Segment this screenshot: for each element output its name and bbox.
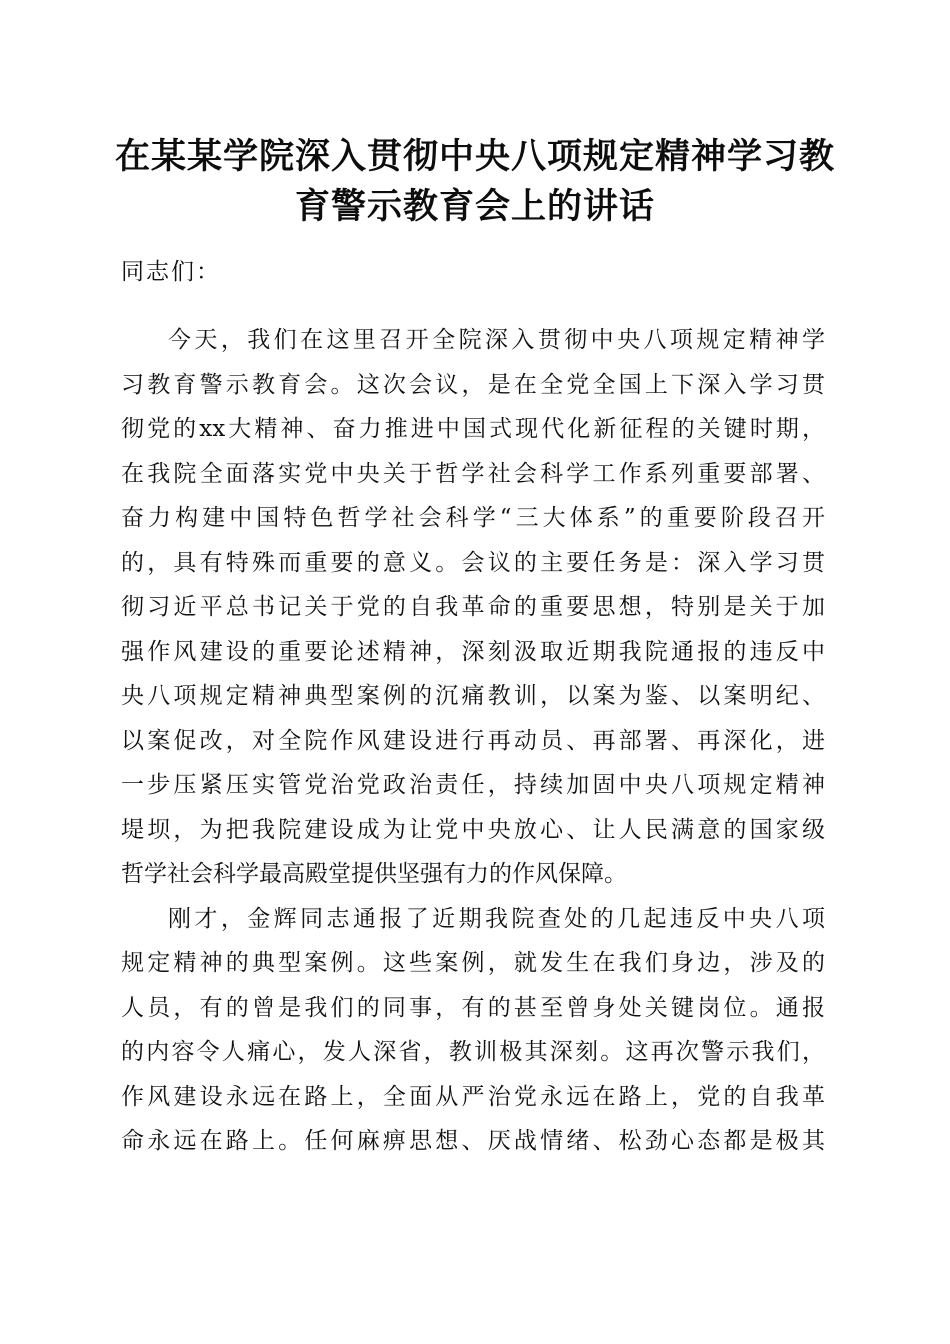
text-line: 彻习近平总书记关于党的自我革命的重要思想，特别是关于加 xyxy=(121,594,825,620)
text-line: 今天，我们在这里召开全院深入贯彻中央八项规定精神学 xyxy=(168,327,825,353)
text-line: 的，具有特殊而重要的意义。会议的主要任务是：深入学习贯 xyxy=(121,549,825,576)
text-line: 在我院全面落实党中央关于哲学社会科学工作系列重要部署、 xyxy=(121,460,825,487)
text-line: 作风建设永远在路上，全面从严治党永远在路上，党的自我革 xyxy=(121,1083,825,1110)
paragraph-1 xyxy=(121,318,831,897)
title-line-2: 育警示教育会上的讲话 xyxy=(294,186,655,227)
text-line: 人员，有的曾是我们的同事，有的甚至曾身处关键岗位。通报 xyxy=(121,994,825,1021)
text-line: 刚才，金辉同志通报了近期我院查处的几起违反中央八项 xyxy=(168,905,825,932)
text-line: 彻党的xx大精神、奋力推进中国式现代化新征程的关键时期， xyxy=(121,416,825,442)
text-line: 奋力构建中国特色哲学社会科学“三大体系”的重要阶段召开 xyxy=(121,505,825,531)
text-line: 命永远在路上。任何麻痹思想、厌战情绪、松劲心态都是极其 xyxy=(121,1128,825,1154)
text-line: 哲学社会科学最高殿堂提供坚强有力的作风保障。 xyxy=(121,861,627,887)
document-title xyxy=(112,132,838,232)
text-line: 以案促改，对全院作风建设进行再动员、再部署、再深化，进 xyxy=(121,727,825,754)
text-line: 规定精神的典型案例。这些案例，就发生在我们身边，涉及的 xyxy=(121,950,825,976)
text-line: 央八项规定精神典型案例的沉痛教训，以案为鉴、以案明纪、 xyxy=(121,683,825,709)
text-line: 堤坝，为把我院建设成为让党中央放心、让人民满意的国家级 xyxy=(121,816,825,843)
text-line: 强作风建设的重要论述精神，深刻汲取近期我院通报的违反中 xyxy=(121,638,825,665)
title-line-1: 在某某学院深入贯彻中央八项规定精神学习教 xyxy=(114,136,835,177)
text-line: 习教育警示教育会。这次会议，是在全党全国上下深入学习贯 xyxy=(121,371,825,398)
paragraph-2 xyxy=(121,897,831,1164)
text-line: 一步压紧压实管党治党政治责任，持续加固中央八项规定精神 xyxy=(121,772,825,798)
salutation: 同志们： xyxy=(121,259,221,285)
document-body xyxy=(121,318,831,1164)
text-line: 的内容令人痛心，发人深省，教训极其深刻。这再次警示我们， xyxy=(121,1039,825,1065)
